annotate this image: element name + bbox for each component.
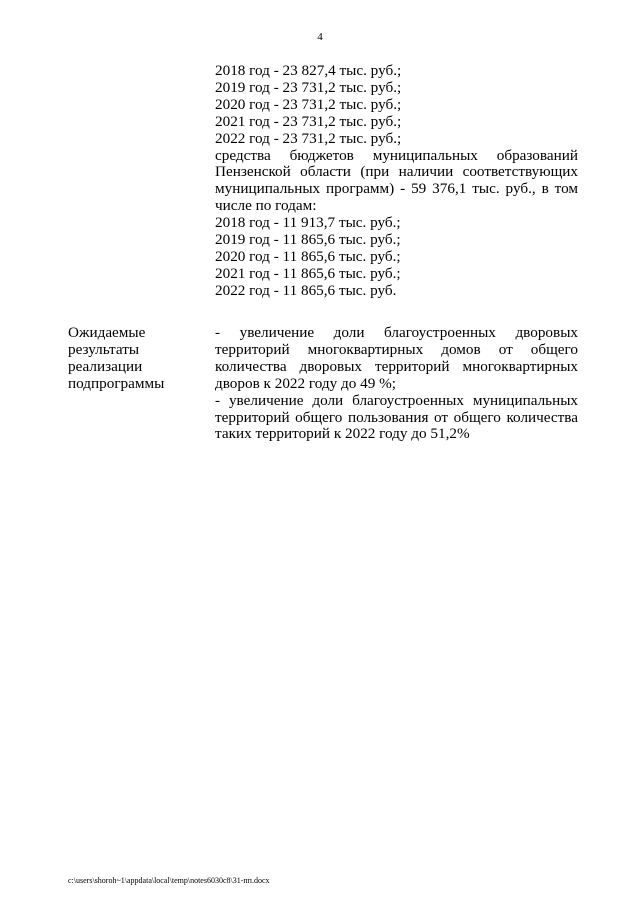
municipal-budget-2021: 2021 год - 11 865,6 тыс. руб.; bbox=[215, 264, 401, 282]
municipal-budget-2022: 2022 год - 11 865,6 тыс. руб. bbox=[215, 281, 397, 299]
label-line: подпрограммы bbox=[68, 374, 165, 392]
regional-budget-2020: 2020 год - 23 731,2 тыс. руб.; bbox=[215, 95, 402, 113]
regional-budget-2022: 2022 год - 23 731,2 тыс. руб.; bbox=[215, 129, 402, 147]
expected-result-item: - увеличение доли благоустроенных муниципальных территорий общего пользования от общего количества таких территорий к 2022 году до 51,2% bbox=[215, 391, 578, 443]
municipal-budget-2018: 2018 год - 11 913,7 тыс. руб.; bbox=[215, 214, 401, 232]
expected-results-label bbox=[68, 325, 198, 393]
page-number: 4 bbox=[317, 31, 323, 43]
file-path-footer: c:\users\shoroh~1\appdata\local\temp\notes6030c8\31-пп.docx bbox=[68, 876, 270, 885]
label-line: Ожидаемые bbox=[68, 324, 146, 341]
label-line: результаты bbox=[68, 340, 140, 358]
regional-budget-2021: 2021 год - 23 731,2 тыс. руб.; bbox=[215, 112, 402, 130]
label-line: реализации bbox=[68, 357, 143, 375]
municipal-funds-paragraph: средства бюджетов муниципальных образований Пензенской области (при наличии соответствующих муниципальных программ) - 59 376,1 тыс. руб., в том числе по годам: bbox=[215, 146, 578, 215]
funding-continuation bbox=[215, 63, 578, 300]
regional-budget-2018: 2018 год - 23 827,4 тыс. руб.; bbox=[215, 62, 402, 79]
regional-budget-2019: 2019 год - 23 731,2 тыс. руб.; bbox=[215, 78, 402, 96]
municipal-budget-2019: 2019 год - 11 865,6 тыс. руб.; bbox=[215, 231, 401, 249]
municipal-budget-2020: 2020 год - 11 865,6 тыс. руб.; bbox=[215, 247, 401, 265]
expected-results-content bbox=[215, 325, 578, 443]
expected-result-item: - увеличение доли благоустроенных дворовых территорий многоквартирных домов от общего количества дворовых территорий многоквартирных дворов к 2022 году до 49 %; bbox=[215, 324, 578, 392]
